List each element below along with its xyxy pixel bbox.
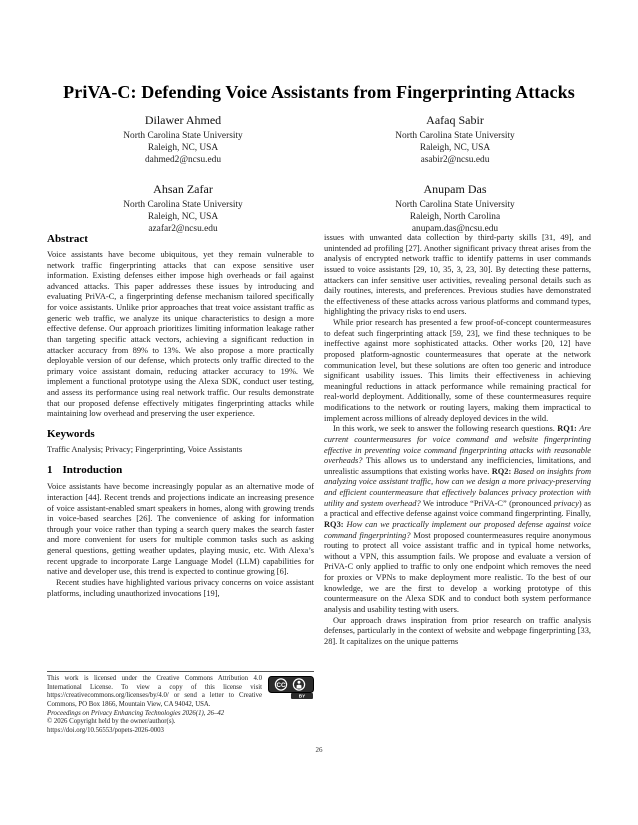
author-email: anupam.das@ncsu.edu: [411, 224, 499, 235]
author-email: dahmed2@ncsu.edu: [144, 155, 222, 166]
author-grid: [47, 113, 591, 235]
author-email: azafar2@ncsu.edu: [148, 224, 218, 235]
author-block: [47, 113, 319, 167]
section-title: Introduction: [62, 464, 123, 477]
author-name: Dilawer Ahmed: [144, 113, 222, 127]
author-affiliation: North Carolina State University: [395, 199, 515, 210]
page-number: 26: [315, 746, 323, 754]
author-affiliation: North Carolina State University: [123, 131, 243, 141]
author-affiliation: North Carolina State University: [395, 131, 515, 141]
rq1-label: RQ1:: [557, 424, 580, 434]
rq1-discussion: This allows us to understand any inefficiencies, limitations, and unrealistic assumptions that existing works have.: [324, 456, 591, 476]
abstract-text: Voice assistants have become ubiquitous, yet they remain vulnerable to network traffic fingerprinting attacks that can expose sensitive user information. Existing defenses either impose high overheads or fail against advanced attacks. This paper addresses these issues by introducing and evaluating PriVA-C, a fingerprinting defense mechanism tailored specifically for voice assistants. Unlike prior approaches that treat voice assistant traffic as generic web traffic, we analyze its unique characteristics to design a more effective defense. Our approach prioritizes limiting information leakage rather than targeting specific attack vectors, achieving a significant reduction in attacker accuracy from 89% to 13%. We also propose a more practically deployable version of our defense, which protects only traffic directed to the primary voice assistant domain, reducing attacker accuracy to 19%. We implement a functional prototype using the Alexa SDK, conduct user testing, and assess its performance using real network traffic. Our results demonstrate that our proposed defense effectively mitigates fingerprinting attacks while maintaining low overhead and preserving the user experience.: [47, 249, 314, 419]
keywords-text: Traffic Analysis; Privacy; Fingerprinting, Voice Assistants: [47, 444, 243, 454]
footnote-rule: [47, 671, 314, 672]
footnote-block: [47, 671, 314, 736]
cc-by-label: BY: [298, 693, 306, 699]
pronounced-word: privacy: [553, 498, 579, 508]
author-name: Anupam Das: [423, 181, 487, 196]
svg-text:CC: CC: [276, 681, 286, 689]
rq2-question: Based on insights from analyzing voice assistant traffic, how can we design a more privacy-preserving and efficient countermeasure that effectively balances privacy protection with utility and system overhead?: [324, 466, 591, 508]
rq3-discussion: Most proposed countermeasures require anonymous routing to protect all voice assistant traffic and in typical home networks, without a VPN, this assumption fails. We propose and evaluate a version of PriVA-C only applied to traffic to only one endpoint which removes the need for proxies or VPNs to make deployment more realistic. To the best of our knowledge, we are the first to develop a working prototype of this countermeasure on the Alexa SDK and to conduct both system performance analysis and usability testing with users.: [324, 530, 591, 614]
rq2-discussion-cont: ) as a practical and effective defense against voice command fingerprinting. Finally,: [324, 498, 591, 519]
proceedings-line: Proceedings on Privacy Enhancing Technologies 2026(1), 26–42: [47, 709, 225, 717]
license-text: This work is licensed under the Creative Commons Attribution 4.0 International License. To view a copy of this license visit https://creativecommons.org/licenses/by/4.0/ or send a letter to Creative Commons, PO Box 1866, Mountain View, CA 94042, USA.: [47, 675, 262, 709]
author-location: Raleigh, NC, USA: [147, 143, 219, 154]
author-name: Ahsan Zafar: [153, 181, 213, 196]
abstract-heading: Abstract: [47, 233, 88, 245]
body-paragraph-prior-work: While prior research has presented a few proof-of-concept countermeasures to defeat such fingerprinting attack [59, 23], we find these techniques to be ineffective against more sophisticated attacks. Other works [20, 12] have proposed platform-agnostic countermeasures that operate at the network communication level, but these solutions are often too generic and introduce significant usability issues. This limits their effectiveness in achieving meaningful reductions in attack performance while remaining practical for real-world deployment. Additionally, some of these countermeasures require modifications to the network or routing layers, making them impractical to implement across millions of already deployed devices in the wild.: [324, 318, 591, 423]
rq1-question: Are current countermeasures for voice command and website fingerprinting effective in preventing voice command fingerprinting attacks with reasonable overheads?: [324, 424, 591, 466]
right-column: [324, 233, 591, 747]
author-location: Raleigh, North Carolina: [409, 211, 501, 222]
keywords-heading: Keywords: [47, 427, 95, 440]
author-block: [319, 182, 591, 236]
author-affiliation: North Carolina State University: [123, 199, 243, 210]
rq2-discussion: We introduce “PriVA-C” (pronounced: [420, 498, 554, 508]
doi-line: https://doi.org/10.56553/popets-2026-0003: [47, 727, 164, 735]
author-name: Aafaq Sabir: [426, 113, 484, 127]
rq3-question: How can we practically implement our proposed defense against voice command fingerprinting?: [324, 519, 591, 540]
intro-paragraph-2: Recent studies have highlighted various privacy concerns on voice assistant platforms, including unauthorized invocations [19],: [47, 577, 314, 598]
body-paragraph-approach: Our approach draws inspiration from prior research on traffic analysis defenses, particularly in the context of website and webpage fingerprinting [33, 28]. It capitalizes on the unique patterns: [324, 615, 591, 646]
cc-by-badge-icon: [268, 676, 314, 704]
author-block: [319, 113, 591, 167]
rq-lead-text: In this work, we seek to answer the following research questions.: [333, 424, 558, 434]
copyright-line: © 2026 Copyright held by the owner/author(s).: [47, 718, 176, 726]
author-block: [47, 182, 319, 236]
page-title: PriVA-C: Defending Voice Assistants from Fingerprinting Attacks: [63, 82, 575, 102]
introduction-heading: [47, 464, 314, 478]
body-paragraph-continuation: issues with unwanted data collection by third-party skills [31, 49], and unintended ad profiling [27]. Another significant privacy threat arises from the analysis of encrypted network traffic to identify patterns in user commands issued to voice assistants [29, 10, 35, 3, 23, 30]. By detecting these patterns, attackers can infer sensitive user activities, revealing personal details such as daily routines, interests, and preferences. Previous studies have demonstrated the effectiveness of these attacks across various platforms and command types, highlighting the privacy risks to end users.: [324, 233, 591, 317]
left-column: [47, 233, 314, 670]
rq2-label: RQ2:: [491, 466, 514, 476]
rq3-label: RQ3:: [324, 519, 347, 529]
author-location: Raleigh, NC, USA: [147, 211, 219, 222]
author-email: asabir2@ncsu.edu: [420, 155, 490, 166]
section-number: 1: [47, 464, 53, 477]
research-questions-paragraph: [324, 424, 591, 615]
intro-paragraph-1: Voice assistants have become increasingly popular as an alternative mode of interaction [44]. Recent trends and projections indicate an increasing presence of voice assistant-enabled smart speakers in homes, along with growing trends in voice-based searches [26]. The convenience of asking for information through your voice rather than typing a search query makes the search faster and more convenient for users for multiple common tasks such as asking general questions, getting weather updates, playing music, etc. With Alexa’s recent upgrade to incorporate Large Language Model (LLM) capabilities for native and developer use, this trend is expected to continue growing [6].: [47, 482, 314, 577]
author-location: Raleigh, NC, USA: [419, 143, 491, 154]
